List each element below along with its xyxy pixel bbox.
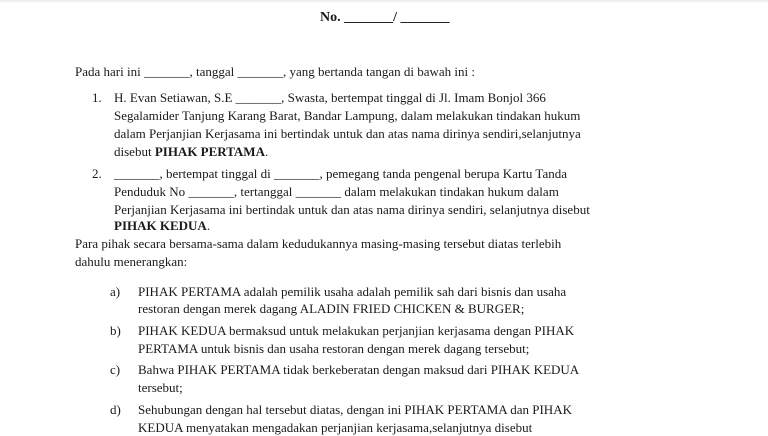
point-d-line-1: Sehubungan dengan hal tersebut diatas, dengan ini PIHAK PERTAMA dan PIHAK — [138, 402, 572, 417]
party-1-line-4 — [114, 144, 268, 160]
point-a-label: a) — [110, 284, 121, 299]
point-d-line-2: KEDUA menyatakan mengadakan perjanjian kerjasama,selanjutnya disebut — [138, 420, 533, 435]
party-2-suffix: . — [206, 218, 211, 233]
point-c-line-1: Bahwa PIHAK PERTAMA tidak berkeberatan dengan maksud dari PIHAK KEDUA — [138, 362, 580, 377]
party-2-number: 2. — [92, 166, 102, 181]
point-b-label: b) — [110, 323, 121, 338]
party-2-line-2: Penduduk No _______, tertanggal _______ dalam melakukan tindakan hukum dalam — [114, 184, 559, 199]
party-2-designation: PIHAK KEDUA — [114, 218, 207, 233]
point-c-line-2: tersebut; — [138, 380, 183, 395]
party-1-suffix: . — [264, 144, 269, 159]
statement-line-1: Para pihak secara bersama-sama dalam kedudukannya masing-masing tersebut diatas terlebih — [75, 236, 562, 251]
party-1-designation: PIHAK PERTAMA — [154, 144, 265, 159]
party-1-line-1: H. Evan Setiawan, S.E _______, Swasta, bertempat tinggal di Jl. Imam Bonjol 366 — [114, 90, 546, 105]
point-c-label: c) — [110, 362, 121, 377]
party-1-prefix: disebut — [114, 144, 155, 159]
point-b-line-1: PIHAK KEDUA bermaksud untuk melakukan perjanjian kerjasama dengan PIHAK — [138, 323, 575, 338]
party-1-number: 1. — [92, 90, 102, 105]
intro-paragraph: Pada hari ini _______, tanggal _______, yang bertanda tangan di bawah ini : — [75, 64, 476, 79]
document-number-title: No. _______/ _______ — [320, 10, 450, 25]
party-2-line-4 — [114, 218, 210, 234]
party-1-line-2: Segalamider Tanjung Karang Barat, Bandar Lampung, dalam melakukan tindakan hukum — [114, 108, 581, 123]
point-a-line-2: restoran dengan merek dagang ALADIN FRIED CHICKEN & BURGER; — [138, 301, 525, 316]
statement-line-2: dahulu menerangkan: — [75, 254, 188, 269]
party-2-line-1: _______, bertempat tinggal di _______, pemegang tanda pengenal berupa Kartu Tanda — [114, 166, 567, 181]
party-1-line-3: dalam Perjanjian Kerjasama ini bertindak untuk dan atas nama dirinya sendiri,selanjutnya — [114, 126, 581, 141]
point-b-line-2: PERTAMA untuk bisnis dan usaha restoran dengan merek dagang tersebut; — [138, 341, 530, 356]
point-a-line-1: PIHAK PERTAMA adalah pemilik usaha adalah pemilik sah dari bisnis dan usaha — [138, 284, 567, 299]
party-2-line-3: Perjanjian Kerjasama ini bertindak untuk dan atas nama dirinya sendiri, selanjutnya disebut — [114, 202, 590, 217]
point-d-label: d) — [110, 402, 121, 417]
